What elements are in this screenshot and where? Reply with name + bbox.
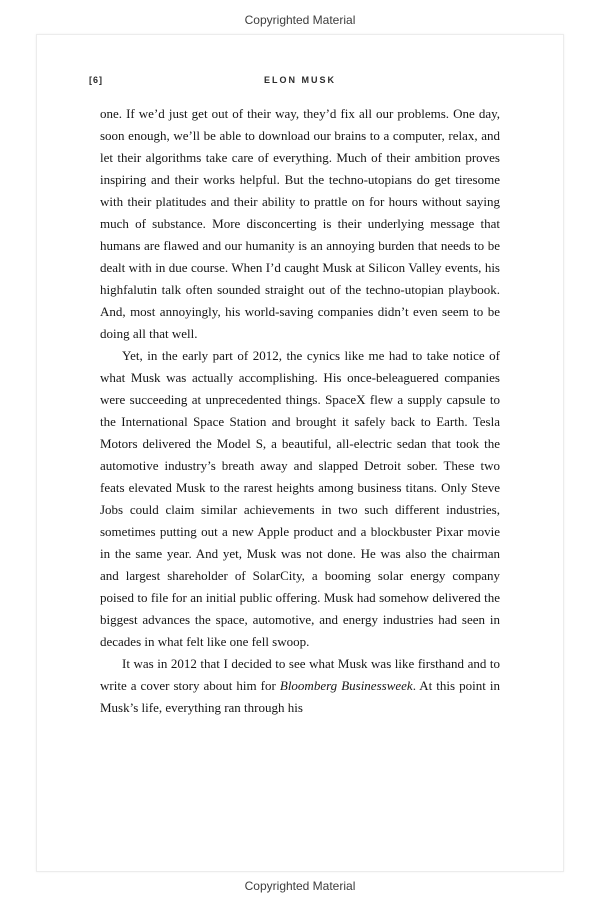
page-header <box>37 75 563 85</box>
book-page <box>36 34 564 872</box>
paragraph-3-text-after: . At this point in Musk’s life, everything ran through his <box>100 678 500 715</box>
copyright-notice-bottom: Copyrighted Material <box>244 879 356 893</box>
paragraph-3 <box>100 653 500 719</box>
page-number: [6] <box>89 75 103 85</box>
running-title: ELON MUSK <box>264 75 336 85</box>
paragraph-1: one. If we’d just get out of their way, they’d fix all our problems. One day, soon enough, we’ll be able to download our brains to a computer, relax, and let their algorithms take care of everything. Much of their ambition proves inspiring and their works helpful. But the techno-utopians do get tiresome with their platitudes and their ability to prattle on for hours without saying much of substance. More disconcerting is their underlying message that humans are flawed and our humanity is an annoying burden that needs to be dealt with in due course. When I’d caught Musk at Silicon Valley events, his highfalutin talk often sounded straight out of the techno-utopian playbook. And, most annoyingly, his world-saving companies didn’t even seem to be doing all that well. <box>100 106 500 341</box>
paragraph-3-text-before: It was in 2012 that I decided to see what Musk was like firsthand and to write a cover story about him for <box>100 656 500 693</box>
paragraph-2: Yet, in the early part of 2012, the cynics like me had to take notice of what Musk was actually accomplishing. His once-beleaguered companies were succeeding at unprecedented things. SpaceX flew a supply capsule to the International Space Station and brought it safely back to Earth. Tesla Motors delivered the Model S, a beautiful, all-electric sedan that took the automotive industry’s breath away and slapped Detroit sober. These two feats elevated Musk to the rarest heights among business titans. Only Steve Jobs could claim similar achievements in two such different industries, sometimes putting out a new Apple product and a blockbuster Pixar movie in the same year. And yet, Musk was not done. He was also the chairman and largest shareholder of SolarCity, a booming solar energy company poised to file for an initial public offering. Musk had somehow delivered the biggest advances the space, automotive, and energy industries had seen in decades in what felt like one fell swoop. <box>100 348 500 649</box>
copyright-notice-top: Copyrighted Material <box>244 13 356 27</box>
magazine-title-italic: Bloomberg Businessweek <box>279 678 413 693</box>
page-body <box>100 103 500 719</box>
